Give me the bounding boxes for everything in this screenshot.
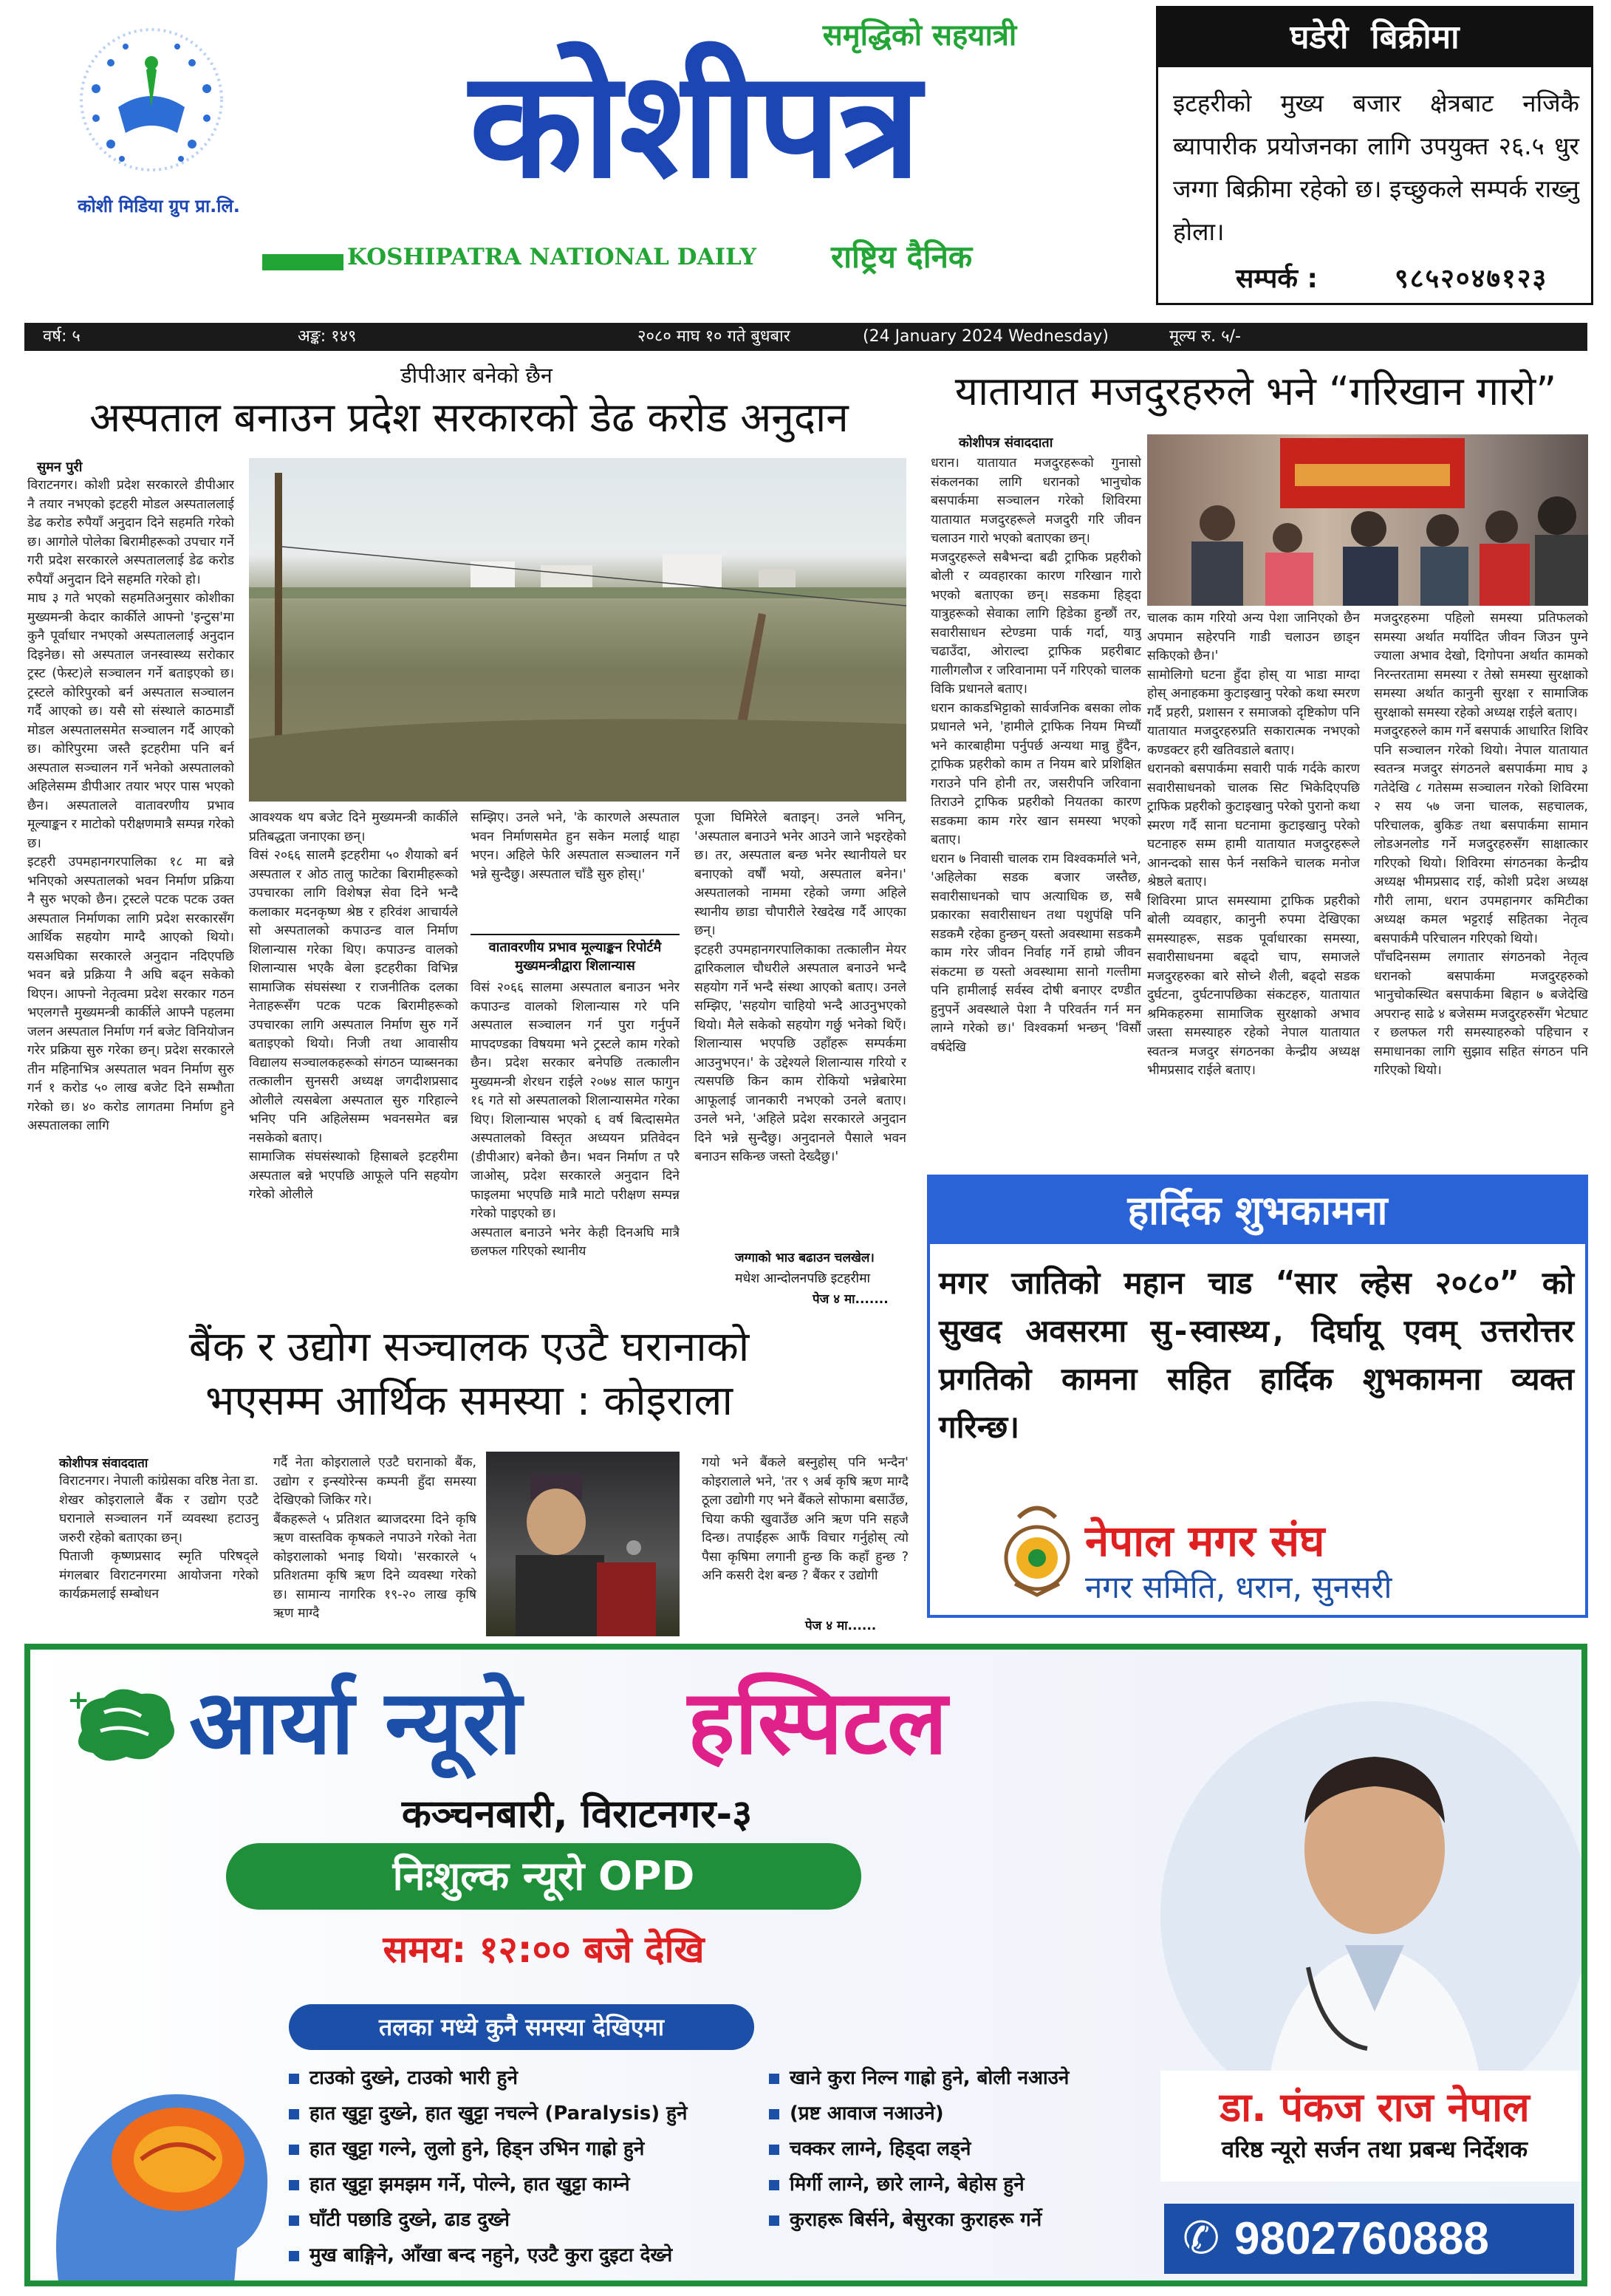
classified-body: इटहरीको मुख्य बजार क्षेत्रबाट नजिकै ब्यापारीक प्रयोजनका लागि उपयुक्त २६.५ धुर जग्गा बिक्रीमा रहेको छ। इच्छुकले सम्पर्क राख्नु होला। bbox=[1173, 89, 1579, 246]
story3-continue[interactable]: पेज ४ मा...... bbox=[805, 1619, 877, 1633]
issue-number: अङ्क: १४९ bbox=[298, 327, 357, 346]
bullet-icon bbox=[289, 2074, 299, 2084]
hospital-ad bbox=[24, 1644, 1587, 2286]
classified-ad bbox=[1156, 6, 1593, 305]
bullet-icon bbox=[769, 2215, 779, 2226]
story2-col1: धरान। यातायात मजदुरहरूको गुनासो संकलनका लागि धरानको भानुचोक बसपार्कमा सञ्चालन गरेको शिविरमा यातायात मजदुरहरूले मजदुरी गरि जीवन चलाउन गारो भएको बताएका छन्। मजदुरहरूले सबैभन्दा बढी ट्राफिक प्रहरीको बोली र व्यवहारका कारण गरिखान गारो भएको बताएका छन्। सडकमा हिड्दा यात्रुहरूको सेवाका लागि हिडेका हुन्छौं तर, सवारीसाधन स्टेण्डमा पार्क गर्दा, यात्रु चढाउँदा, ओराल्दा ट्राफिक प्रहरीबाट गालीगलौज र जरिवानामा पर्ने गरिएको चालक विकि प्रधानले बताए। धरान काकडभिट्टाको सार्वजनिक बसका लोक प्रधानले भने, 'हामीले ट्राफिक नियम मिच्यौं भने कारबाहीमा पर्नुपर्छ अन्यथा मान्नु हुँदैन, ट्राफिक प्रहरीको काम त नियम बारे प्रशिक्षित गराउने पनि होनी तर, जसरीपनि जरिवाना तिराउने ट्राफिक प्रहरीको नियतका कारण सडकमा काम गरेर खान समस्या भएको बताए। धरान ७ निवासी चालक राम विश्वकर्माले भने, 'अहिलेका सडक बजार जस्तैछ, सवारीसाधनको चाप अत्याधिक छ, सबै प्रकारका सवारीसाधन तथा पशुपंक्षि पनि सडकमै रहेका हुन्छन् यस्तो अवस्थामा सडकमै काम गरेर जीवन निर्वाह गर्ने हाम्रो जीवन संकटमा छ यस्तो अवस्थामा सानो गल्तीमा पनि हामीलाई सर्वस्व दोषी बनाएर दण्डीत हुनुपर्ने अवस्थाले पेशा नै परिवर्तन गर्न मन लाग्ने गरेको छ।' विश्वकर्मा भन्छन् 'विसौं वर्षदेखि bbox=[931, 456, 1141, 1055]
issue-date-en: (24 January 2024 Wednesday) bbox=[863, 327, 1109, 346]
story2-headline: यातायात मजदुरहरुले भने “गरिखान गारो” bbox=[954, 368, 1557, 414]
problem-item: हात खुट्टा झमझम गर्ने, पोल्ने, हात खुट्टा काम्ने bbox=[289, 2170, 762, 2205]
doctor-name: डा. पंकज राज नेपाल bbox=[1220, 2084, 1530, 2131]
story3-col2: गर्दै नेता कोइरालाले एउटै घरानाको बैंक, उद्योग र इन्स्योरेन्स कम्पनी हुँदा समस्या देखिएको जिकिर गरे। बैंकहरूले ५ प्रतिशत ब्याजदरमा दिने कृषि ऋण वास्तविक कृषकले नपाउने गरेको नेता कोइरालाको भनाइ थियो। 'सरकारले ५ प्रतिशतमा कृषि ऋण दिने व्यवस्था गरेको छ। सामान्य नागरिक १९-२० लाख कृषि ऋण माग्दै bbox=[273, 1455, 476, 1621]
svg-text:+: + bbox=[67, 1685, 90, 1715]
bullet-icon bbox=[769, 2180, 779, 2190]
bullet-icon bbox=[769, 2145, 779, 2155]
issue-date-np: २०८० माघ १० गते बुधबार bbox=[637, 327, 790, 346]
issue-price: मूल्य रु. ५/- bbox=[1169, 327, 1241, 346]
issue-bar bbox=[24, 323, 1587, 351]
head-brain-illustration bbox=[30, 2049, 296, 2286]
story1-subhead: वातावरणीय प्रभाव मूल्याङ्कन रिपोर्टमै मुख्यमन्त्रीद्वारा शिलान्यास bbox=[488, 940, 662, 974]
issue-year: वर्ष: ५ bbox=[43, 327, 81, 346]
story1-continue[interactable]: पेज ४ मा....... bbox=[813, 1292, 889, 1307]
story3-col3: गयो भने बैंकले बस्नुहोस् पनि भन्दैन' कोइरालाले भने, 'तर ९ अर्ब कृषि ऋण माग्दै ठूला उद्योगी गए भने बैंकले सोफामा बसाउँछ, चिया कफी खुवाउँछ अनि ऋण पनि सहजै दिन्छ। तपाईंहरू आफैं विचार गर्नुहोस् त्यो पैसा कृषिमा लगानी हुन्छ कि कहाँ हुन्छ ? अनि कसरी देश बन्छ ? बैंकर र उद्योगी bbox=[702, 1455, 909, 1583]
problem-item: हात खुट्टा गल्ने, लुलो हुने, हिड्न उभिन गाह्रो हुने bbox=[289, 2134, 762, 2170]
opd-time: समय: १२:०० बजे देखि bbox=[383, 1928, 705, 1971]
photo-caption: जग्गाको भाउ बढाउन चलखेल। bbox=[735, 1251, 875, 1265]
doctor-portrait-circle bbox=[1160, 1701, 1587, 2130]
story1-headline: अस्पताल बनाउन प्रदेश सरकारको डेढ करोड अनुदान bbox=[89, 394, 849, 441]
group-name: कोशी मिडिया ग्रुप प्रा.लि. bbox=[78, 196, 240, 216]
story1-col1: विराटनगर। कोशी प्रदेश सरकारले डीपीआर नै तयार नभएको इटहरी मोडल अस्पताललाई डेढ करोड रुपैयाँ अनुदान दिने सहमति गरेको छ। आगोले पोलेका बिरामीहरूको उपचार गर्ने गरी प्रदेश सरकारले अस्पताललाई डेढ करोड रुपैयाँ अनुदान दिने सहमति गरेको हो। माघ ३ गते भएको सहमतिअनुसार कोशीका मुख्यमन्त्री केदार कार्कीले आफ्नो 'इन्टुस'मा कुनै पूर्वाधार नभएको अस्पताललाई अनुदान दिइनेछ। सो अस्पताल जनस्वास्थ्य सरोकार ट्रस्ट (फेस्ट)ले सञ्चालन गर्ने बताइएको छ। ट्रस्टले कोरिपुरको बर्न अस्पताल सञ्चालन गर्दै आएको छ। यसै सो संस्थाले काठमाडौं मोडल अस्पतालसमेत सञ्चालन गर्दै आएको छ। कोरिपुरमा जस्तै इटहरीमा पनि बर्न अस्पताल सञ्चालन गर्ने भनेको अस्पतालको अहिलेसम्म डीपीआर तयार भएर पास भएको छैन। अस्पतालले वातावरणीय प्रभाव मूल्याङ्कन र माटोको परीक्षणमात्रै सम्पन्न गरेको छ। इटहरी उपमहानगरपालिका १८ मा बन्ने भनिएको अस्पतालको भवन निर्माण प्रक्रिया नै सुरु भएको छैन। ट्रस्टले पटक पटक उक्त अस्पताल निर्माणका लागि प्रदेश सरकारसँग आर्थिक सहयोग माग्दै आएको थियो। यसअघिका सरकारले अनुदान नदिएपछि भवन बन्ने प्रक्रिया नै अघि बढ्न सकेको थिएन। आफ्नो नेतृत्वमा प्रदेश सरकार गठन भएलगत्तै मुख्यमन्त्री कार्कीले आफ्नै पहलमा जलन अस्पताल निर्माण गर्न बजेट विनियोजन गरेर प्रक्रिया सुरु गरेका छन्। प्रदेश सरकारले तीन महिनाभित्र अस्पताल भवन निर्माण सुरु गर्न १ करोड ५० लाख बजेट दिने सम्भौता गरेको छ। ४० करोड लागतमा निर्माण हुने अस्पतालका लागि bbox=[27, 478, 234, 1133]
speaker-photo-illustration bbox=[486, 1452, 680, 1636]
story1-col2: आवश्यक थप बजेट दिने मुख्यमन्त्री कार्कीले प्रतिबद्धता जनाएका छन्। विसं २०६६ सालमै इटहरीमा ५० शैयाको बर्न अस्पताल र ओठ तालु फाटेका बिरामीहरूको उपचारका लागि विशेषज्ञ सेवा दिने भन्दै कलाकार मदनकृष्ण श्रेष्ठ र हरिवंश आचार्यले सो अस्पतालको कपाउन्ड वाल निर्माण शिलान्यास गरेका थिए। कपाउन्ड वालको शिलान्यास भएकै बेला इटहरीका विभिन्न सामाजिक संघसंस्था र राजनीतिक दलका नेताहरूसँग पटक पटक बिरामीहरूको उपचारका लागि अस्पताल निर्माण सुरु गर्ने बताइएको थियो। निजी तथा आवासीय विद्यालय सञ्चालकहरूको संगठन प्याब्सनका तत्कालीन सुनसरी अध्यक्ष जगदीशप्रसाद ओलीले त्यसबेला अस्पताल सुरु गरिहाल्ने भनिए पनि अहिलेसम्म भवनसमेत बन्न नसकेको बताए। सामाजिक संघसंस्थाको हिसाबले इटहरीमा अस्पताल बन्ने भएपछि आफूले पनि सहयोग गरेको ओलीले bbox=[249, 810, 458, 1202]
story1-col3a: सम्झिए। उनले भने, 'के कारणले अस्पताल भवन निर्माणसमेत हुन सकेन मलाई थाहा भएन। अहिले फेरि अस्पताल सञ्चालन गर्ने भन्ने सुन्दैछु। अस्पताल चाँडै सुरु होस्।' bbox=[471, 810, 680, 882]
story1-byline: सुमन पुरी bbox=[37, 459, 83, 475]
brain-logo-icon bbox=[60, 1679, 185, 1768]
story2-photo bbox=[1147, 434, 1588, 606]
paper-title: कोशीपत्र bbox=[469, 39, 920, 211]
bullet-icon bbox=[769, 2109, 779, 2119]
greeting-org: नेपाल मगर संघ bbox=[1085, 1516, 1325, 1566]
greeting-ad bbox=[927, 1175, 1588, 1618]
story1-photo bbox=[249, 458, 906, 802]
national-daily: राष्ट्रिय दैनिक bbox=[831, 239, 973, 275]
story2-col2: चालक काम गरियो अन्य पेशा जानिएको छैन अपमान सहेरपनि गाडी चलाउन छाड्न सकिएको छैन।' सामोलिगो घटना हुँदा होस् या भाडा माग्दा होस् अनाहकमा कुटाइखानु परेको कथा स्मरण गर्दै प्रहरी, प्रशासन र समाजको दृष्टिकोण पनि यातायात मजदुरहरुप्रति सकारात्मक नभएको कण्डक्टर हरी खतिवडाले बताए। धरानको बसपार्कमा सवारी पार्क गर्दके कारण सवारीसाधनको चालक सिट भिकेदिएपछि ट्राफिक प्रहरीको कुटाइखानु परेको पुरानो कथा स्मरण गर्दै साना घटनामा कुटाइखानु परेको घटनाहरु सम्म हामी यातायात मजदुरहरूले आनन्दको सास फेर्न नसकिने चालक मनोज श्रेष्ठले बताए। शिविरमा प्राप्त समस्यामा ट्राफिक प्रहरीको बोली व्यवहार, कानुनी रुपमा देखिएका समस्याहरू, सडक पूर्वाधारका समस्या, सवारीसाधनमा बढ्दो चाप, समाजले मजदुरहरुका बारे सोच्ने शैली, बढ्दो सडक दुर्घटना, दुर्घटनापछिका संकटहरु, यातायात श्रमिकहरुमा सामाजिक सुरक्षाको अभाव जस्ता समस्याहरु रहेको नेपाल यातायात स्वतन्त्र मजदुर संगठनका केन्द्रीय अध्यक्ष भीमप्रसाद राईले बताए। bbox=[1147, 611, 1360, 1078]
koirala-photo bbox=[486, 1452, 680, 1636]
magar-sangh-emblem bbox=[996, 1503, 1078, 1599]
doctor-title: वरिष्ठ न्यूरो सर्जन तथा प्रबन्ध निर्देशक bbox=[1221, 2136, 1528, 2163]
bullet-icon bbox=[289, 2145, 299, 2155]
problem-item: कुराहरू बिर्सने, बेसुरका कुराहरू गर्ने bbox=[769, 2205, 1160, 2241]
story1-subhead-rule bbox=[471, 934, 680, 935]
bullet-icon bbox=[769, 2074, 779, 2084]
koshi-media-logo bbox=[66, 18, 236, 181]
contact-number: ९८५२०४७१२३ bbox=[1395, 264, 1548, 294]
story2-byline: कोशीपत्र संवाददाता bbox=[959, 435, 1053, 451]
problems-heading: तलका मध्ये कुनै समस्या देखिएमा bbox=[378, 2013, 665, 2041]
masthead-green-bar bbox=[262, 254, 343, 270]
opd-text: निःशुल्क न्यूरो OPD bbox=[392, 1853, 695, 1899]
classified-heading: घडेरी बिक्रीमा bbox=[1158, 8, 1591, 67]
problem-item: खाने कुरा निल्न गाह्रो हुने, बोली नआउने bbox=[769, 2063, 1160, 2099]
english-name: KOSHIPATRA NATIONAL DAILY bbox=[347, 244, 757, 270]
hospital-name-2: हस्पिटल bbox=[688, 1672, 948, 1774]
story1-more: मधेश आन्दोलनपछि इटहरीमा bbox=[735, 1271, 871, 1286]
phone-icon: ✆ bbox=[1183, 2213, 1220, 2264]
problems-left-list bbox=[289, 2063, 762, 2276]
doctor-illustration bbox=[1160, 1701, 1587, 2130]
problem-item: मुख बाङ्गिने, आँखा बन्द नहुने, एउटै कुरा दुइटा देख्ने bbox=[289, 2241, 762, 2276]
story3-headline-1: बैंक र उद्योग सञ्चालक एउटै घरानाको bbox=[188, 1323, 750, 1371]
bullet-icon bbox=[289, 2180, 299, 2190]
problem-item: टाउको दुख्ने, टाउको भारी हुने bbox=[289, 2063, 762, 2099]
story1-kicker: डीपीआर बनेको छैन bbox=[400, 363, 553, 388]
bullet-icon bbox=[289, 2215, 299, 2226]
problem-item: चक्कर लाग्ने, हिड्दा लड्ने bbox=[769, 2134, 1160, 2170]
contact-label: सम्पर्क : bbox=[1236, 264, 1318, 294]
workers-photo-illustration bbox=[1147, 434, 1588, 606]
problem-item: हात खुट्टा दुख्ने, हात खुट्टा नचल्ने (Paralysis) हुने bbox=[289, 2099, 762, 2134]
problem-item: (प्रष्ट आवाज नआउने) bbox=[769, 2099, 1160, 2134]
story2-col3: मजदुरहरुमा पहिलो समस्या प्रतिफलको समस्या अर्थात मर्यादित जीवन जिउन पुग्ने ज्याला अभाव देखो, दिगोपना अर्थात कामको निरन्तरतामा समस्या र तेस्रो समस्या सुरक्षाको समस्या अर्थात कानुनी सुरक्षा र सामाजिक सुरक्षाको समस्या रहेको अध्यक्ष राईले बताए। मजदुरहरुले काम गर्ने बसपार्क आधारित शिविर पनि सञ्चालन गरेको थियो। नेपाल यातायात स्वतन्त्र मजदुर संगठनले बसपार्कमा माघ ३ गतेदेखि ८ गतेसम्म सञ्चालन गरेको शिविरमा २ सय ५७ जना चालक, सहचालक, परिचालक, बुकिङ तथा बसपार्कमा सामान लोडअनलोड गर्ने मजदुरहरुसँग साक्षात्कार गरिएको थियो। शिविरमा संगठनका केन्द्रीय अध्यक्ष भीमप्रसाद राई, कोशी प्रदेश अध्यक्ष गौरी लामा, धरान उपमहानगर कमिटीका अध्यक्ष कमल भट्टराई सहितका नेतृत्व बसपार्कमै परिचालन गरिएको थियो। पाँचदिनसम्म लगातार संगठनको नेतृत्व धरानको बसपार्कमा मजदुरहरुको भानुचोकस्थित बसपार्कमा बिहान ७ बजेदेखि अपरान्ह साढे ४ बजेसम्म मजदुरहरुसँग भेटघाट र छलफल गरी समस्याहरुको पहिचान र समाधानका लागि सुझाव सहित संगठन पनि गरिएको थियो। bbox=[1374, 611, 1588, 1078]
tagline: समृद्धिको सहयात्री bbox=[822, 18, 1017, 52]
phone-number[interactable]: 9802760888 bbox=[1234, 2213, 1489, 2264]
problem-item: घाँटी पछाडि दुख्ने, ढाड दुख्ने bbox=[289, 2205, 762, 2241]
bullet-icon bbox=[289, 2251, 299, 2261]
story3-headline-2: भएसम्म आर्थिक समस्या : कोइराला bbox=[205, 1377, 733, 1425]
story3-byline: कोशीपत्र संवाददाता bbox=[59, 1456, 148, 1471]
greeting-body: मगर जातिको महान चाड “सार ल्हेस २०८०” को सुखद अवसरमा सु-स्वास्थ्य, दिर्घायू एवम् उत्तरोत्तर प्रगतिको कामना सहित हार्दिक शुभकामना व्यक्त गरिन्छ। bbox=[939, 1265, 1574, 1445]
greeting-heading: हार्दिक शुभकामना bbox=[930, 1178, 1585, 1244]
problems-right-list bbox=[769, 2063, 1160, 2241]
bullet-icon bbox=[289, 2109, 299, 2119]
story3-col1: विराटनगर। नेपाली कांग्रेसका वरिष्ठ नेता डा. शेखर कोइरालाले बैंक र उद्योग एउटै घरानाले सञ्चालन गर्ने व्यवस्था हटाउनु जरुरी रहेको बताएका छन्। पिताजी कृष्णप्रसाद स्मृति परिषद्ले मंगलबार विराटनगरमा आयोजना गरेको कार्यक्रमलाई सम्बोधन bbox=[59, 1474, 259, 1602]
hospital-name-1: आर्या न्यूरो bbox=[189, 1672, 522, 1774]
field-photo-illustration bbox=[249, 458, 906, 802]
story1-col3b: विसं २०६६ सालमा अस्पताल बनाउन भनेर कपाउन्ड वालको शिलान्यास गरे पनि अस्पताल सञ्चालन गर्न पुरा गर्नुपर्ने मापदण्डका विषयमा भने ट्रस्टले काम गरेको छैन। प्रदेश सरकार बनेपछि तत्कालीन मुख्यमन्त्री शेरधन राईले २०७४ साल फागुन १६ गते सो अस्पतालको शिलान्यासमेत गरेका थिए। शिलान्यास भएको ६ वर्ष बित्दासमेत अस्पतालको विस्तृत अध्ययन प्रतिवेदन (डीपीआर) बनेको छैन। भवन निर्माण त परै जाओस्, प्रदेश सरकारले अनुदान दिने फाइलमा भएपछि मात्रै माटो परीक्षण सम्पन्न गरेको पाइएको छ। अस्पताल बनाउने भनेर केही दिनअघि मात्रै छलफल गरिएको स्थानीय bbox=[471, 980, 680, 1259]
story1-col4: पूजा घिमिरेले बताइन्। उनले भनिन्, 'अस्पताल बनाउने भनेर आउने जाने भइरहेको छ। तर, अस्पताल बन्छ भनेर स्थानीयले घर बनाएको वर्षौं भयो, अस्पताल बनेन।' अस्पतालको नाममा रहेको जग्गा अहिले स्थानीय छाडा चौपारीले रेखदेख गर्दै आएका छन्। इटहरी उपमहानगरपालिकाका तत्कालीन मेयर द्वारिकलाल चौधरीले अस्पताल बनाउने भन्दै सहयोग गर्ने भन्दै संस्था आएको बताए। उनले सम्झिए, 'सहयोग चाहियो भन्दै आउनुभएको थियो। मैले सकेको सहयोग गर्छु भनेको थिएँ। शिलान्यास भएपछि उहाँहरू सम्पर्कमा आउनुभएन।' के उद्देश्यले शिलान्यास गरियो र त्यसपछि किन काम रोकियो भन्नेबारेमा आफूलाई जानकारी नभएको उनले बताए। उनले भने, 'अहिले प्रदेश सरकारले अनुदान दिने भन्ने सुन्दैछु। अनुदानले पैसाले भवन बनाउन सकिन्छ जस्तो देख्दैछु।' bbox=[694, 810, 906, 1164]
problem-item: मिर्गी लाग्ने, छारे लाग्ने, बेहोस हुने bbox=[769, 2170, 1160, 2205]
greeting-branch: नगर समिति, धरान, सुनसरी bbox=[1085, 1569, 1392, 1605]
hospital-address: कञ्चनबारी, विराटनगर-३ bbox=[401, 1792, 753, 1837]
